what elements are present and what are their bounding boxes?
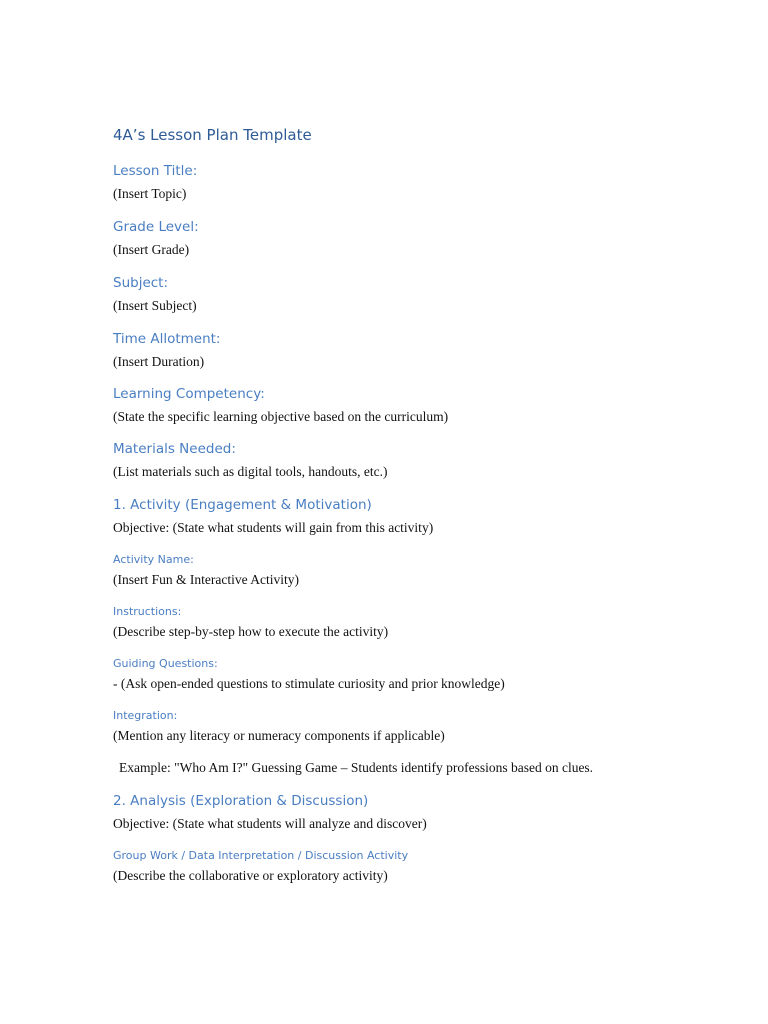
time-allotment-heading: Time Allotment:	[113, 331, 221, 347]
materials-needed-value: (List materials such as digital tools, handouts, etc.)	[113, 464, 388, 479]
activity-name-value: (Insert Fun & Interactive Activity)	[113, 572, 299, 587]
lesson-title-heading: Lesson Title:	[113, 163, 198, 179]
guiding-questions-heading: Guiding Questions:	[113, 657, 218, 670]
learning-competency-value: (State the specific learning objective based on the curriculum)	[113, 409, 449, 424]
analysis-objective: Objective: (State what students will analyze and discover)	[113, 816, 427, 831]
activity-example: Example: "Who Am I?" Guessing Game – Students identify professions based on clues.	[119, 760, 594, 775]
group-work-value: (Describe the collaborative or exploratory activity)	[113, 868, 388, 883]
activity-objective: Objective: (State what students will gain from this activity)	[113, 520, 434, 535]
document-title: 4A’s Lesson Plan Template	[113, 126, 312, 144]
integration-heading: Integration:	[113, 709, 178, 722]
activity-section-heading: 1. Activity (Engagement & Motivation)	[113, 497, 372, 513]
materials-needed-heading: Materials Needed:	[113, 441, 236, 457]
activity-name-heading: Activity Name:	[113, 553, 194, 566]
subject-value: (Insert Subject)	[113, 298, 197, 313]
grade-level-heading: Grade Level:	[113, 219, 199, 235]
subject-heading: Subject:	[113, 275, 169, 291]
guiding-questions-value: - (Ask open-ended questions to stimulate curiosity and prior knowledge)	[113, 676, 505, 691]
learning-competency-heading: Learning Competency:	[113, 386, 265, 402]
grade-level-value: (Insert Grade)	[113, 242, 190, 257]
analysis-section-heading: 2. Analysis (Exploration & Discussion)	[113, 793, 369, 809]
instructions-heading: Instructions:	[113, 605, 182, 618]
group-work-heading: Group Work / Data Interpretation / Discussion Activity	[113, 849, 409, 862]
time-allotment-value: (Insert Duration)	[113, 354, 205, 369]
integration-value: (Mention any literacy or numeracy components if applicable)	[113, 728, 445, 743]
lesson-title-value: (Insert Topic)	[113, 186, 187, 201]
instructions-value: (Describe step-by-step how to execute the activity)	[113, 624, 389, 639]
